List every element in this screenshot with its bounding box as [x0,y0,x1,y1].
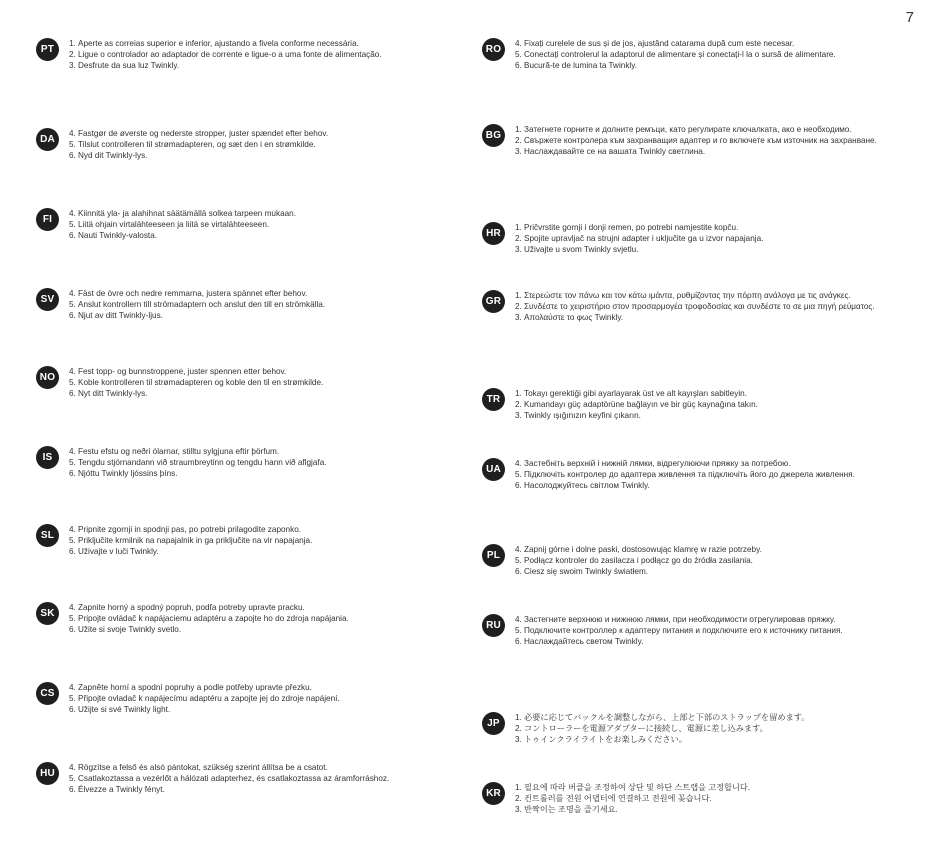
instruction-list [69,38,446,72]
step-text: Uživajte u svom Twinkly svjetlu. [524,245,639,255]
instruction-list [69,524,446,558]
instruction-step [515,793,914,804]
step-text: Priključite krmilnik na napajalnik in ga priključite na vir napajanja. [78,536,313,546]
instruction-list [515,124,914,158]
page-number: 7 [905,9,914,26]
instruction-step [515,469,914,480]
step-text: Застегните верхнюю и нижнюю лямки, при необходимости отрегулировав пряжку. [524,615,836,624]
instruction-step [515,49,914,60]
instruction-step [515,388,914,399]
step-number: 2. [69,50,76,60]
instruction-list [515,458,914,492]
step-number: 3. [515,411,522,421]
step-number: 2. [515,724,522,734]
step-text: Pripojte ovládač k napájaciemu adaptéru a zapojte ho do zdroja napájania. [78,614,349,624]
instruction-step [69,150,446,161]
instruction-step [515,290,914,301]
instruction-step [69,377,446,388]
language-section-sk [36,602,446,636]
instruction-list [69,602,446,636]
step-text: Bucură-te de lumina ta Twinkly. [524,61,638,71]
step-number: 6. [69,389,76,399]
instruction-list [515,712,914,746]
instruction-list [515,544,914,578]
step-number: 4. [515,615,522,624]
instruction-step [515,38,914,49]
step-number: 6. [515,567,522,577]
language-code-badge: GR [482,290,505,313]
step-text: Наслаждавайте се на вашата Twinkly светлина. [524,147,706,157]
step-text: Anslut kontrollern till strömadaptern och anslut den till en strömkälla. [78,300,326,310]
step-text: Zapnij górne i dolne paski, dostosowując klamrę w razie potrzeby. [524,545,762,554]
step-number: 3. [515,313,522,323]
instruction-step [515,544,914,555]
step-number: 2. [515,794,522,804]
step-text: Застебніть верхній і нижній лямки, відрегулюючи пряжку за потребою. [524,459,791,468]
language-section-ro [482,38,914,72]
language-section-hr [482,222,914,256]
instruction-step [69,624,446,635]
step-number: 3. [69,61,76,71]
instruction-list [515,614,914,648]
step-text: Απολαύστε το φως Twinkly. [524,313,624,323]
instruction-step [69,704,446,715]
step-number: 5. [515,50,522,60]
instruction-step [69,693,446,704]
step-number: 5. [69,458,76,468]
step-text: Njóttu Twinkly ljóssins þíns. [78,469,178,479]
step-text: Uživajte v luči Twinkly. [78,547,159,557]
step-number: 6. [69,469,76,479]
step-text: Pripnite zgornji in spodnji pas, po potrebi prilagodite zaponko. [78,525,302,534]
step-number: 5. [515,626,522,636]
instruction-step [69,468,446,479]
step-text: Podłącz kontroler do zasilacza i podłącz go do źródła zasilania. [524,556,753,566]
step-number: 5. [69,774,76,784]
language-section-no [36,366,446,400]
language-code-badge: SK [36,602,59,625]
step-text: Наслаждайтесь светом Twinkly. [524,637,644,647]
step-number: 2. [515,400,522,410]
step-text: Nyd dit Twinkly-lys. [78,151,148,161]
language-section-tr [482,388,914,422]
instruction-step [69,602,446,613]
step-number: 2. [515,302,522,312]
step-number: 5. [69,536,76,546]
language-code-badge: SV [36,288,59,311]
step-text: Kiinnitä yla- ja alahihnat säätämällä solkea tarpeen mukaan. [78,209,297,218]
instruction-list [515,782,914,816]
step-text: 필요에 따라 버클을 조정하여 상단 및 하단 스트랩을 고정합니다. [524,783,751,792]
instruction-step [69,38,446,49]
instruction-step [69,139,446,150]
step-number: 6. [515,61,522,71]
step-text: Nauti Twinkly-valosta. [78,231,158,241]
instruction-list [69,128,446,162]
language-code-badge: RO [482,38,505,61]
step-number: 1. [69,39,76,48]
step-number: 6. [69,785,76,795]
instruction-step [515,222,914,233]
instruction-step [69,524,446,535]
instruction-step [515,712,914,723]
language-section-sl [36,524,446,558]
language-section-ru [482,614,914,648]
instruction-step [69,288,446,299]
instruction-step [515,782,914,793]
instruction-step [515,636,914,647]
step-number: 3. [515,805,522,815]
language-section-sv [36,288,446,322]
step-number: 5. [69,694,76,704]
language-section-bg [482,124,914,158]
step-number: 6. [69,705,76,715]
instruction-list [69,288,446,322]
instruction-step [69,446,446,457]
step-text: Fäst de övre och nedre remmarna, justera spännet efter behov. [78,289,308,298]
step-text: Rögzítse a felső és alsó pántokat, szükség szerint állítsa be a csatot. [78,763,328,772]
instruction-step [69,49,446,60]
step-text: Užijte si své Twinkly light. [78,705,171,715]
step-number: 5. [69,140,76,150]
language-code-badge: TR [482,388,505,411]
step-number: 4. [515,545,522,554]
instruction-step [69,208,446,219]
step-text: Tilslut controlleren til strømadapteren, og sæt den i en strømkilde. [78,140,316,150]
step-number: 6. [515,481,522,491]
step-text: Затегнете горните и долните ремъци, като регулирате ключалката, ако е необходимо. [524,125,852,134]
language-code-badge: FI [36,208,59,231]
language-code-badge: IS [36,446,59,469]
language-code-badge: RU [482,614,505,637]
language-section-da [36,128,446,162]
instruction-step [515,480,914,491]
instruction-step [515,233,914,244]
language-section-pt [36,38,446,72]
right-column [482,0,914,862]
instruction-step [69,366,446,377]
step-number: 6. [69,625,76,635]
instruction-step [69,773,446,784]
language-code-badge: JP [482,712,505,735]
step-number: 3. [515,245,522,255]
instruction-list [515,290,914,324]
language-code-badge: CS [36,682,59,705]
step-text: Ciesz się swoim Twinkly światłem. [524,567,649,577]
step-text: Fixați curelele de sus și de jos, ajustând catarama după cum este necesar. [524,39,795,48]
step-number: 4. [69,289,76,298]
instruction-list [69,366,446,400]
instruction-step [515,301,914,312]
language-section-cs [36,682,446,716]
instruction-list [69,682,446,716]
instruction-list [69,208,446,242]
language-section-kr [482,782,914,816]
step-number: 2. [515,136,522,146]
step-text: Njut av ditt Twinkly-ljus. [78,311,163,321]
step-number: 1. [515,223,522,232]
instruction-step [69,310,446,321]
step-text: 반짝이는 조명을 즐기세요. [524,805,618,815]
instruction-step [515,312,914,323]
step-text: Liitä ohjain virtalähteeseen ja liitä se virtalähteeseen. [78,220,270,230]
step-text: Festu efstu og neðri ólarnar, stilltu sylgjuna eftir þörfum. [78,447,280,456]
step-text: Свържете контролера към захранващия адаптер и го включете към източник на захранване. [524,136,877,146]
step-number: 5. [69,300,76,310]
instruction-step [69,682,446,693]
instruction-step [69,784,446,795]
step-number: 2. [515,234,522,244]
instruction-step [515,614,914,625]
language-code-badge: HR [482,222,505,245]
language-section-fi [36,208,446,242]
step-number: 6. [69,151,76,161]
step-number: 1. [515,291,522,300]
step-text: Spojite upravljač na strujni adapter i uključite ga u izvor napajanja. [524,234,764,244]
instruction-step [515,625,914,636]
instruction-step [69,60,446,71]
instruction-list [515,388,914,422]
language-code-badge: DA [36,128,59,151]
instruction-list [515,222,914,256]
step-number: 5. [515,470,522,480]
step-text: Подключите контроллер к адаптеру питания и подключите его к источнику питания. [524,626,843,636]
step-text: コントローラーを電源アダプターに接続し、電源に差し込みます。 [524,724,768,734]
language-section-jp [482,712,914,746]
step-text: Fest topp- og bunnstroppene, juster spennen etter behov. [78,367,287,376]
language-section-pl [482,544,914,578]
step-text: Підключіть контролер до адаптера живлення та підключіть його до джерела живлення. [524,470,855,480]
language-section-gr [482,290,914,324]
step-number: 4. [69,763,76,772]
instruction-list [69,446,446,480]
instruction-list [515,38,914,72]
step-number: 3. [515,147,522,157]
language-section-ua [482,458,914,492]
instruction-step [69,457,446,468]
language-code-badge: HU [36,762,59,785]
language-code-badge: UA [482,458,505,481]
step-number: 3. [515,735,522,745]
language-code-badge: KR [482,782,505,805]
step-text: Élvezze a Twinkly fényt. [78,785,165,795]
step-number: 4. [69,209,76,218]
step-number: 4. [69,525,76,534]
step-number: 6. [69,311,76,321]
instruction-step [515,135,914,146]
step-text: Fastgør de øverste og nederste stropper, juster spændet efter behov. [78,129,329,138]
instruction-step [515,804,914,815]
instruction-step [69,230,446,241]
step-text: Conectați controlerul la adaptorul de alimentare și conectați-l la o sursă de alimentare. [524,50,836,60]
instruction-step [69,299,446,310]
step-text: Kumandayı güç adaptörüne bağlayın ve bir güç kaynağına takın. [524,400,758,410]
instruction-step [69,546,446,557]
instruction-step [515,458,914,469]
language-section-hu [36,762,446,796]
instruction-step [515,410,914,421]
instruction-list [69,762,446,796]
step-text: トゥインクライライトをお楽しみください。 [524,735,687,745]
step-number: 5. [69,220,76,230]
instruction-step [515,723,914,734]
step-number: 4. [69,447,76,456]
language-section-is [36,446,446,480]
step-number: 4. [515,459,522,468]
left-column [36,0,446,862]
step-text: Tengdu stjórnandann við straumbreytinn og tengdu hann við aflgjafa. [78,458,327,468]
instruction-step [69,388,446,399]
step-number: 4. [515,39,522,48]
step-number: 1. [515,389,522,398]
step-number: 6. [69,547,76,557]
step-number: 1. [515,125,522,134]
instruction-step [515,244,914,255]
language-code-badge: SL [36,524,59,547]
step-number: 5. [515,556,522,566]
step-text: Aperte as correias superior e inferior, ajustando a fivela conforme necessária. [78,39,359,48]
step-text: Ligue o controlador ao adaptador de corrente e ligue-o a uma fonte de alimentação. [78,50,382,60]
step-text: Tokayı gerektiği gibi ayarlayarak üst ve alt kayışları sabitleyin. [524,389,747,398]
language-code-badge: PT [36,38,59,61]
step-number: 6. [515,637,522,647]
instruction-step [515,146,914,157]
step-number: 1. [515,783,522,792]
step-number: 4. [69,367,76,376]
step-text: Насолоджуйтесь світлом Twinkly. [524,481,650,491]
language-code-badge: PL [482,544,505,567]
instruction-step [69,535,446,546]
step-text: Συνδέστε το χειριστήριο στον προσαρμογέα τροφοδοσίας και συνδέστε το σε μια πηγή ρεύματος. [524,302,875,312]
step-number: 4. [69,129,76,138]
step-text: Nyt ditt Twinkly-lys. [78,389,148,399]
step-text: Desfrute da sua luz Twinkly. [78,61,180,71]
instruction-step [515,60,914,71]
instruction-step [515,555,914,566]
step-number: 5. [69,378,76,388]
step-number: 5. [69,614,76,624]
instruction-step [69,219,446,230]
step-text: Csatlakoztassa a vezérlőt a hálózati adapterhez, és csatlakoztassa az áramforráshoz. [78,774,390,784]
step-number: 4. [69,683,76,692]
language-code-badge: NO [36,366,59,389]
step-text: Koble kontrolleren til strømadapteren og koble den til en strømkilde. [78,378,324,388]
instruction-step [69,762,446,773]
step-number: 4. [69,603,76,612]
step-text: 必要に応じてバックルを調整しながら、上部と下部のストラップを留めます。 [524,713,810,722]
step-text: Twinkly ışığınızın keyfini çıkarın. [524,411,641,421]
step-text: Στερεώστε τον πάνω και τον κάτω ιμάντα, ρυθμίζοντας την πόρπη ανάλογα με τις ανάγκες. [524,291,851,300]
instruction-step [515,399,914,410]
step-text: Pričvrstite gornji i donji remen, po potrebi namjestite kopču. [524,223,739,232]
step-text: Zapnite horný a spodný popruh, podľa potreby upravte pracku. [78,603,305,612]
step-text: Připojte ovladač k napájecímu adaptéru a zapojte jej do zdroje napájení. [78,694,340,704]
language-code-badge: BG [482,124,505,147]
instruction-step [69,128,446,139]
instruction-step [515,124,914,135]
step-text: Zapněte horní a spodní popruhy a podle potřeby upravte přezku. [78,683,312,692]
step-number: 1. [515,713,522,722]
step-text: Užite si svoje Twinkly svetlo. [78,625,182,635]
step-number: 6. [69,231,76,241]
instruction-step [515,734,914,745]
instruction-step [69,613,446,624]
step-text: 컨트롤러를 전원 어댑터에 연결하고 전원에 꽂습니다. [524,794,712,804]
instruction-step [515,566,914,577]
